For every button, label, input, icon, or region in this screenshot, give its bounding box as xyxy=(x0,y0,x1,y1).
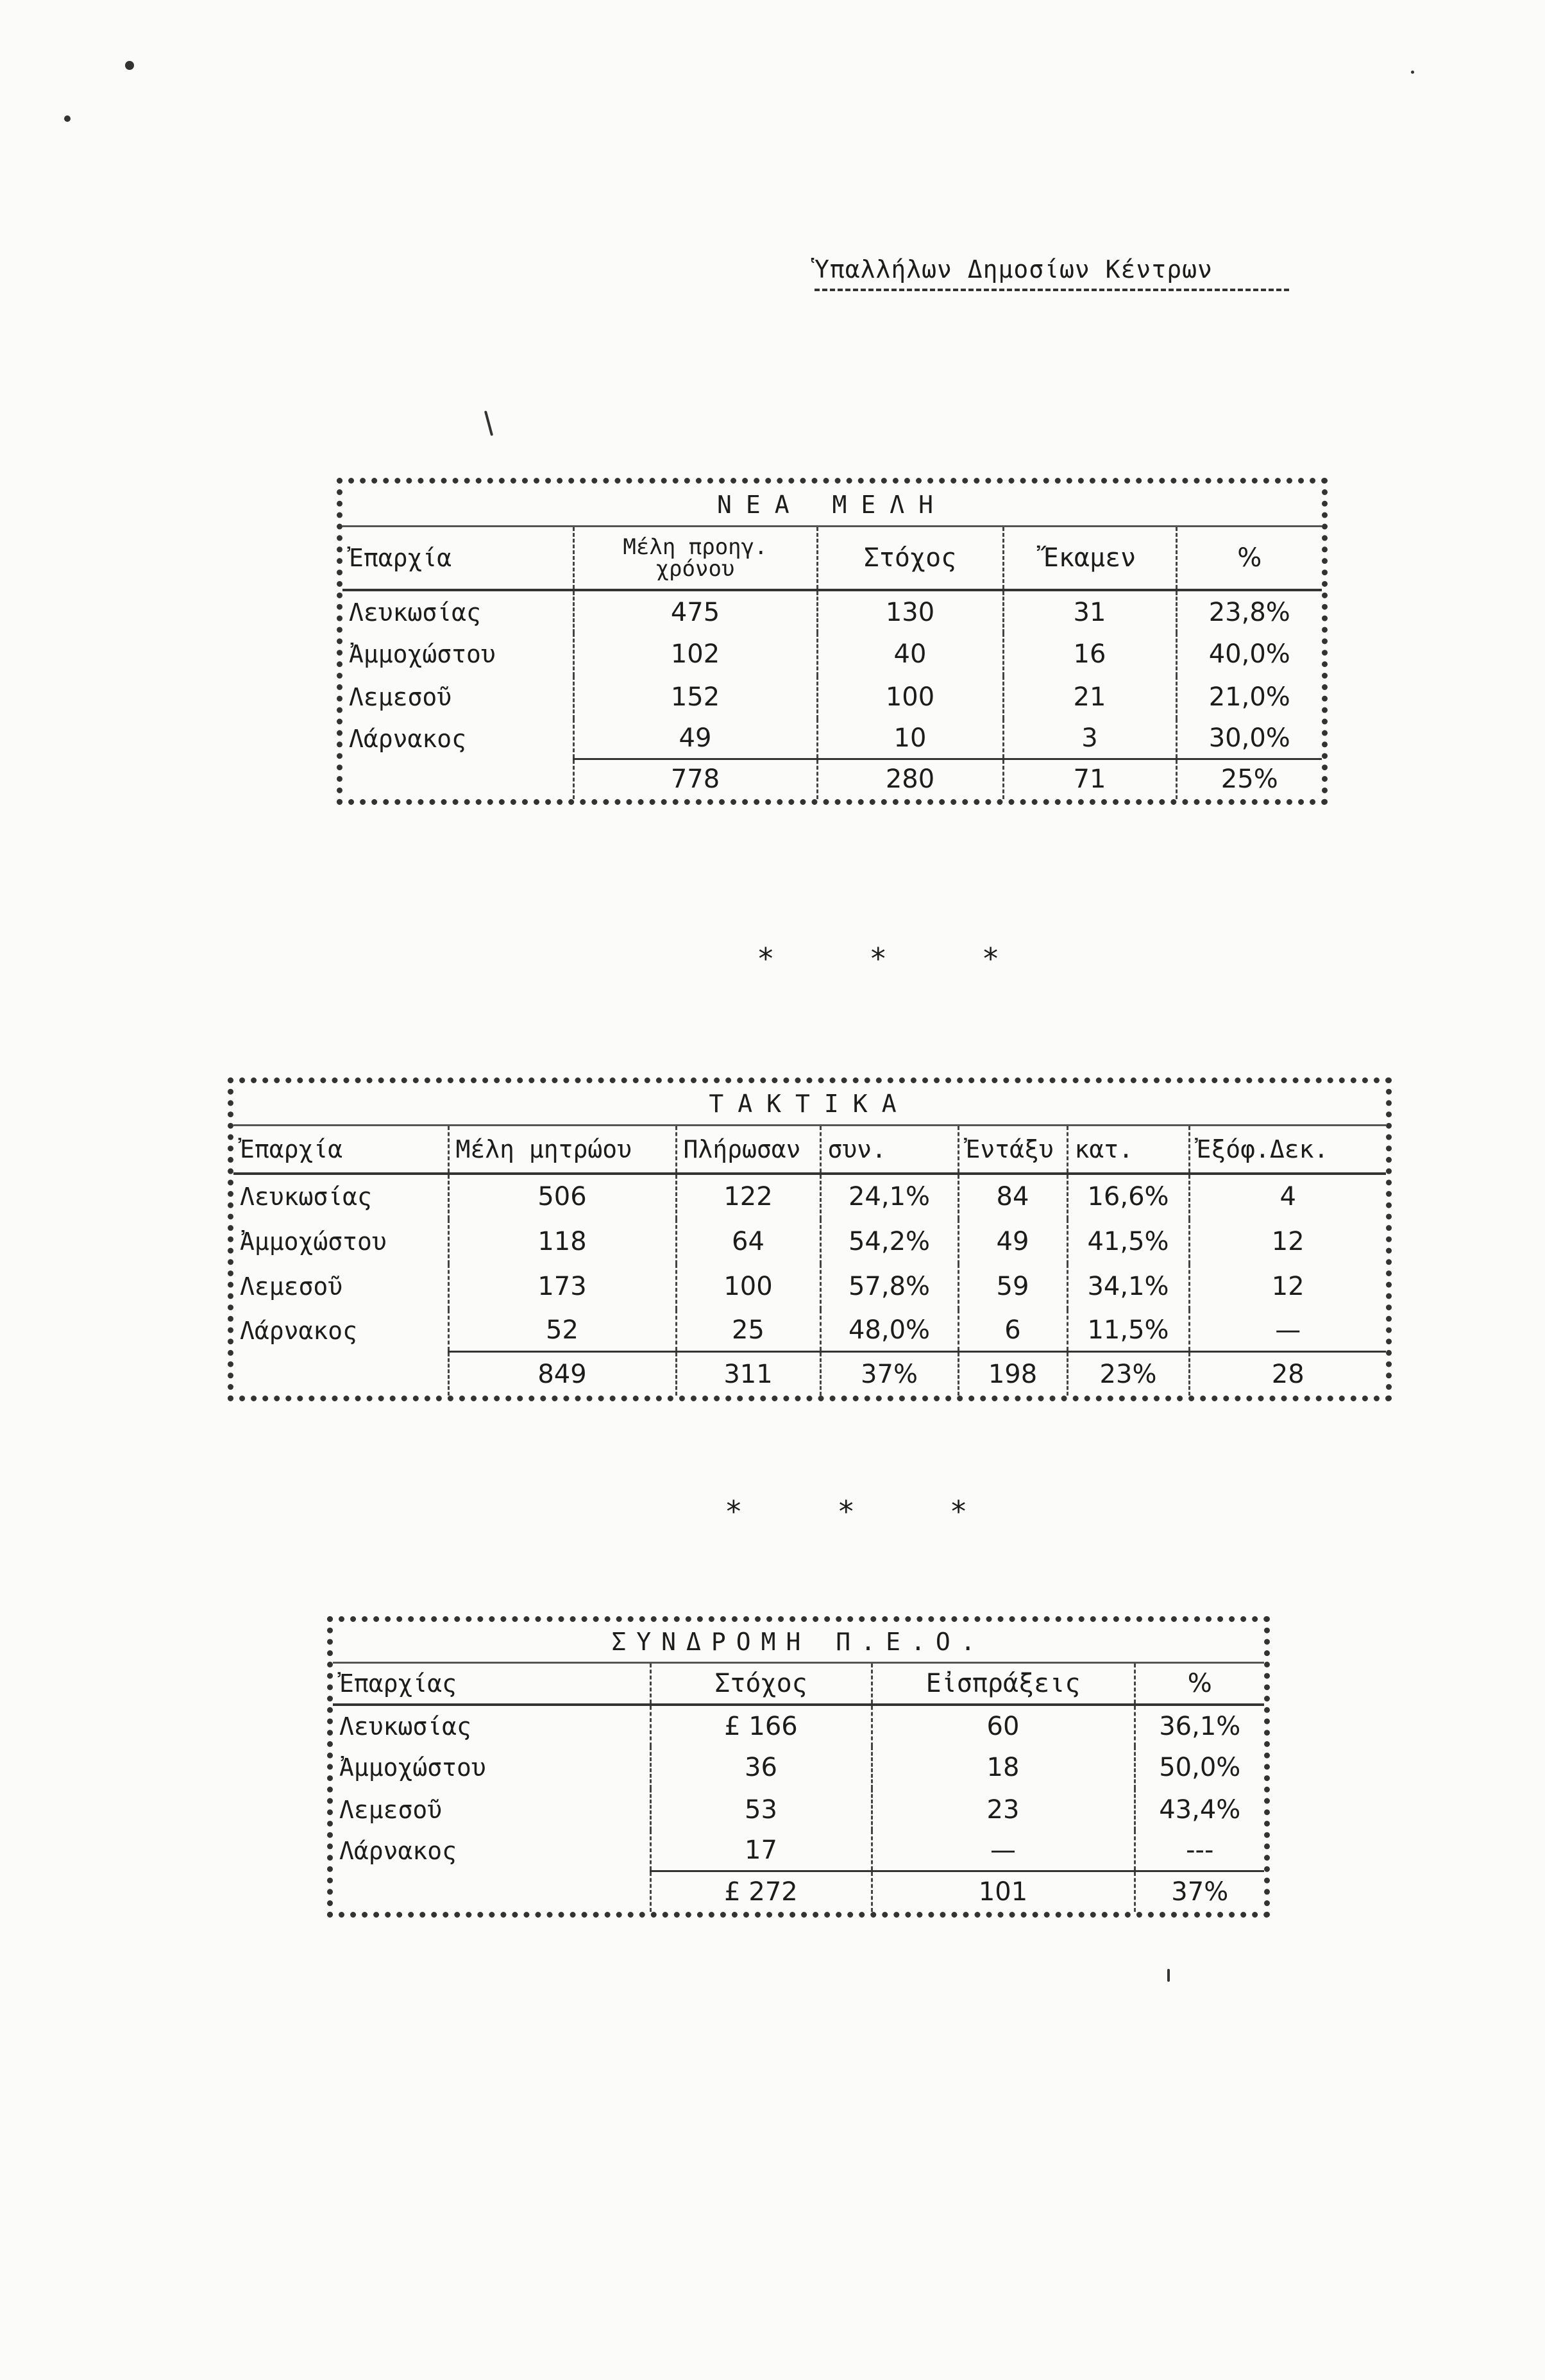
col-header-paid: Πλήρωσαν xyxy=(676,1126,820,1174)
cell: — xyxy=(1189,1310,1386,1352)
cell: 100 xyxy=(676,1264,820,1310)
row-label: Λεμεσοῦ xyxy=(349,683,452,712)
page-header xyxy=(815,255,1289,291)
totals-row xyxy=(342,759,1322,799)
total-cell: 25% xyxy=(1176,759,1322,799)
col-header-paid-pct: συν. xyxy=(820,1126,958,1174)
cell: 21,0% xyxy=(1176,676,1322,719)
total-cell: 101 xyxy=(872,1871,1135,1912)
scan-speck xyxy=(1167,1969,1170,1982)
cell: 30,0% xyxy=(1176,719,1322,759)
table-row xyxy=(233,1264,1386,1310)
row-label: Ἀμμοχώστου xyxy=(339,1753,486,1782)
totals-label xyxy=(342,759,573,799)
table-row xyxy=(333,1746,1264,1789)
cell: 41,5% xyxy=(1067,1219,1189,1265)
row-label: Λεμεσοῦ xyxy=(240,1272,343,1301)
cell: 59 xyxy=(958,1264,1067,1310)
total-cell: 849 xyxy=(448,1352,676,1396)
cell: £ 166 xyxy=(650,1705,872,1747)
cell: 118 xyxy=(448,1219,676,1265)
row-label: Ἀμμοχώστου xyxy=(349,640,496,669)
cell: 16,6% xyxy=(1067,1174,1189,1219)
row-label: Λάρνακος xyxy=(349,725,467,754)
col-header-percent: % xyxy=(1176,527,1322,590)
row-label: Λεμεσοῦ xyxy=(339,1795,443,1824)
new-members-table xyxy=(337,478,1328,805)
cell: 48,0% xyxy=(820,1310,958,1352)
total-cell: 311 xyxy=(676,1352,820,1396)
totals-row xyxy=(333,1871,1264,1912)
cell: 16 xyxy=(1003,633,1176,676)
table-row xyxy=(333,1830,1264,1871)
col-header-province: Ἐπαρχία xyxy=(342,527,573,590)
cell: 475 xyxy=(573,590,817,633)
cell: 17 xyxy=(650,1830,872,1871)
row-label: Λευκωσίας xyxy=(339,1712,471,1741)
total-cell: 280 xyxy=(817,759,1003,799)
cell: 36 xyxy=(650,1746,872,1789)
row-label: Λάρνακος xyxy=(240,1316,358,1345)
scan-speck xyxy=(64,115,71,122)
section-separator-2: * * * xyxy=(725,1494,1006,1529)
subscription-table xyxy=(327,1616,1270,1918)
cell: 10 xyxy=(817,719,1003,759)
cell: 21 xyxy=(1003,676,1176,719)
cell: 53 xyxy=(650,1789,872,1831)
col-header-target: Στόχος xyxy=(650,1662,872,1705)
col-header-enrolled: Ἐντάξυ xyxy=(958,1126,1067,1174)
totals-label xyxy=(233,1352,448,1396)
col-header-percent: % xyxy=(1135,1662,1264,1705)
cell: 3 xyxy=(1003,719,1176,759)
totals-row xyxy=(233,1352,1386,1396)
cell: 40 xyxy=(817,633,1003,676)
cell: 12 xyxy=(1189,1219,1386,1265)
table-row xyxy=(233,1219,1386,1265)
total-cell: 71 xyxy=(1003,759,1176,799)
new-members-title: ΝΕΑ ΜΕΛΗ xyxy=(342,484,1322,527)
col-header-receipts: Εἰσπράξεις xyxy=(872,1662,1135,1705)
total-cell: £ 272 xyxy=(650,1871,872,1912)
cell: --- xyxy=(1135,1830,1264,1871)
cell: 40,0% xyxy=(1176,633,1322,676)
regular-members-title: ΤΑΚΤΙΚΑ xyxy=(233,1083,1386,1126)
cell: 52 xyxy=(448,1310,676,1352)
cell: 60 xyxy=(872,1705,1135,1747)
row-label: Λευκωσίας xyxy=(240,1183,372,1211)
col-header-achieved: Ἔκαμεν xyxy=(1003,527,1176,590)
col-header-province: Ἐπαρχίας xyxy=(333,1662,650,1705)
total-cell: 37% xyxy=(1135,1871,1264,1912)
cell: 18 xyxy=(872,1746,1135,1789)
cell: 84 xyxy=(958,1174,1067,1219)
cell: 43,4% xyxy=(1135,1789,1264,1831)
cell: 25 xyxy=(676,1310,820,1352)
cell: 50,0% xyxy=(1135,1746,1264,1789)
cell: 54,2% xyxy=(820,1219,958,1265)
header-underline xyxy=(815,289,1289,291)
cell: 36,1% xyxy=(1135,1705,1264,1747)
col-header-enrolled-pct: κατ. xyxy=(1067,1126,1189,1174)
table-row xyxy=(342,719,1322,759)
cell: 506 xyxy=(448,1174,676,1219)
col-header-prev-members: Μέλη προηγ. χρόνου xyxy=(573,527,817,590)
row-label: Λάρνακος xyxy=(339,1836,457,1865)
cell: 100 xyxy=(817,676,1003,719)
scan-speck xyxy=(125,61,134,70)
table-row xyxy=(233,1310,1386,1352)
table-row xyxy=(342,633,1322,676)
cell: 6 xyxy=(958,1310,1067,1352)
total-cell: 198 xyxy=(958,1352,1067,1396)
cell: 122 xyxy=(676,1174,820,1219)
scan-speck xyxy=(1411,71,1414,74)
table-row xyxy=(233,1174,1386,1219)
cell: 34,1% xyxy=(1067,1264,1189,1310)
total-cell: 37% xyxy=(820,1352,958,1396)
cell: 152 xyxy=(573,676,817,719)
total-cell: 28 xyxy=(1189,1352,1386,1396)
table-row xyxy=(342,590,1322,633)
totals-label xyxy=(333,1871,650,1912)
subscription-title: ΣΥΝΔΡΟΜΗ Π.Ε.Ο. xyxy=(333,1622,1264,1662)
regular-members-table xyxy=(228,1077,1392,1401)
total-cell: 23% xyxy=(1067,1352,1189,1396)
cell: 11,5% xyxy=(1067,1310,1189,1352)
row-label: Ἀμμοχώστου xyxy=(240,1227,387,1256)
table-row xyxy=(333,1789,1264,1831)
section-separator-1: * * * xyxy=(757,941,1038,976)
cell: 23,8% xyxy=(1176,590,1322,633)
cell: 64 xyxy=(676,1219,820,1265)
col-header-registered: Μέλη μητρώου xyxy=(448,1126,676,1174)
table-row xyxy=(342,676,1322,719)
total-cell: 778 xyxy=(573,759,817,799)
cell: — xyxy=(872,1830,1135,1871)
col-header-target: Στόχος xyxy=(817,527,1003,590)
cell: 173 xyxy=(448,1264,676,1310)
cell: 49 xyxy=(573,719,817,759)
cell: 24,1% xyxy=(820,1174,958,1219)
table-row xyxy=(333,1705,1264,1747)
cell: 23 xyxy=(872,1789,1135,1831)
cell: 102 xyxy=(573,633,817,676)
cell: 12 xyxy=(1189,1264,1386,1310)
cell: 31 xyxy=(1003,590,1176,633)
cell: 4 xyxy=(1189,1174,1386,1219)
cell: 130 xyxy=(817,590,1003,633)
cell: 57,8% xyxy=(820,1264,958,1310)
col-header-province: Ἐπαρχία xyxy=(233,1126,448,1174)
col-header-paid-dec: Ἐξόφ.Δεκ. xyxy=(1189,1126,1386,1174)
cell: 49 xyxy=(958,1219,1067,1265)
header-text: Ὑπαλλήλων Δημοσίων Κέντρων xyxy=(815,255,1213,283)
row-label: Λευκωσίας xyxy=(349,598,481,627)
scan-speck xyxy=(484,410,493,436)
